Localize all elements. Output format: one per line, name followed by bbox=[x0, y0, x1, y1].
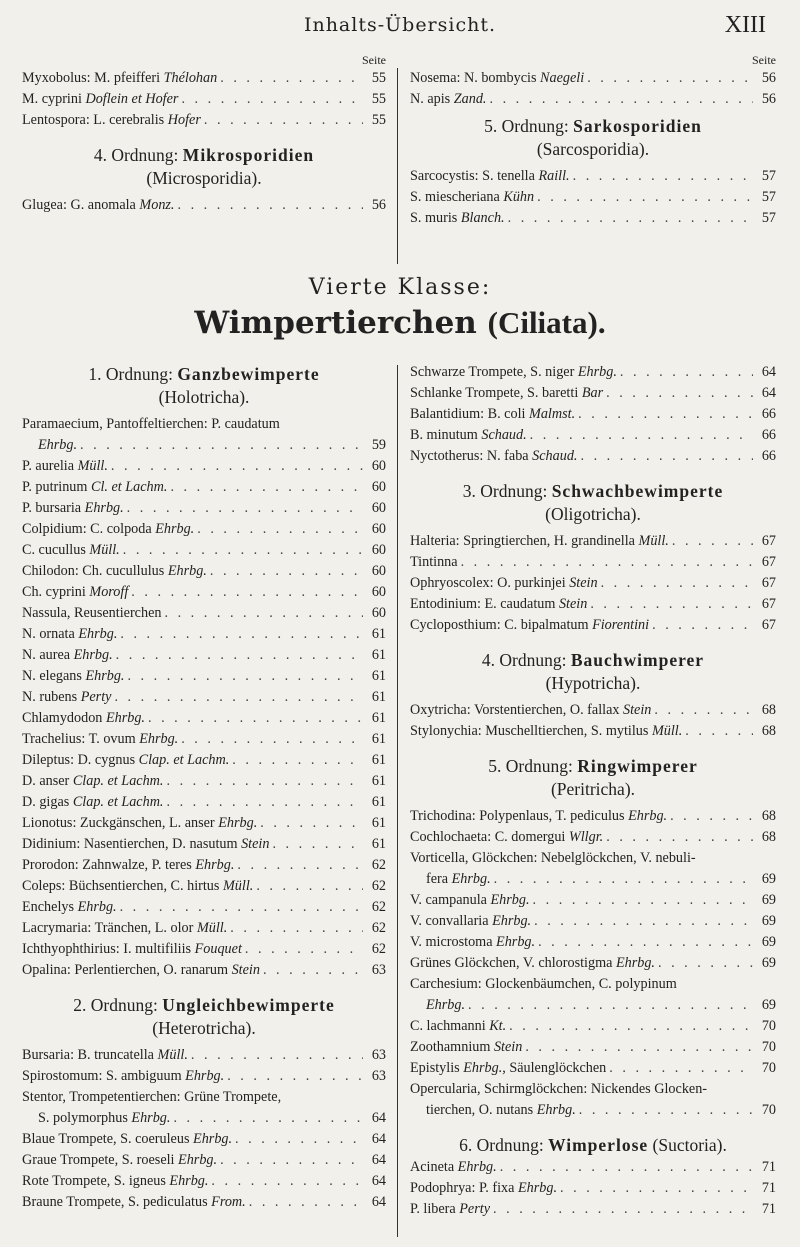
list-item: Carchesium: Glockenbäumchen, C. polypinum Ehrbg. . . . 69 bbox=[410, 974, 776, 1016]
page-ref: 60 bbox=[371, 584, 386, 600]
page-ref: 68 bbox=[761, 702, 776, 718]
list-item bbox=[22, 1045, 386, 1066]
order-heading: 5. Ordnung: Ringwimperer bbox=[488, 756, 698, 776]
list-item bbox=[22, 855, 386, 876]
entry-name: Enchelys Ehrbg. bbox=[22, 899, 117, 915]
order-latin: (Heterotricha). bbox=[152, 1018, 256, 1038]
page-ref: 61 bbox=[371, 647, 386, 663]
entry-name: N. apis Zand. bbox=[410, 91, 487, 107]
entry-name: Spirostomum: S. ambiguum Ehrbg. bbox=[22, 1068, 225, 1084]
list-item bbox=[22, 498, 386, 519]
page-ref: 64 bbox=[371, 1131, 386, 1147]
list-item bbox=[410, 1157, 776, 1178]
entry-name: P. libera Perty bbox=[410, 1201, 490, 1217]
leader-dots bbox=[181, 89, 363, 110]
list-item bbox=[22, 519, 386, 540]
page-ref: 70 bbox=[761, 1039, 776, 1055]
entry-name: Prorodon: Zahnwalze, P. teres Ehrbg. bbox=[22, 857, 235, 873]
leader-dots bbox=[114, 687, 363, 708]
page-ref: 62 bbox=[371, 941, 386, 957]
leader-dots bbox=[560, 1178, 753, 1199]
entry-name: Entodinium: E. caudatum Stein bbox=[410, 596, 588, 612]
page-ref: 71 bbox=[761, 1159, 776, 1175]
entry-name: Braune Trompete, S. pediculatus From. bbox=[22, 1194, 246, 1210]
page-number: XIII bbox=[724, 12, 766, 38]
leader-dots bbox=[538, 932, 753, 953]
leader-dots bbox=[509, 1016, 753, 1037]
entry-name: Graue Trompete, S. roeseli Ehrbg. bbox=[22, 1152, 218, 1168]
list-item bbox=[410, 721, 776, 742]
entry-name: Lionotus: Zuckgänschen, L. anser Ehrbg. bbox=[22, 815, 258, 831]
leader-dots bbox=[508, 208, 753, 229]
list-item bbox=[410, 425, 776, 446]
page-ref: 63 bbox=[371, 1068, 386, 1084]
list-item bbox=[22, 687, 386, 708]
leader-dots bbox=[685, 721, 753, 742]
entry-name: N. aurea Ehrbg. bbox=[22, 647, 113, 663]
entry-name: Nassula, Reusentierchen bbox=[22, 605, 162, 621]
leader-dots bbox=[620, 362, 753, 383]
order-heading: 4. Ordnung: Mikrosporidien bbox=[93, 145, 315, 165]
page-ref: 61 bbox=[371, 752, 386, 768]
leader-dots bbox=[164, 603, 363, 624]
left-column bbox=[22, 362, 386, 1213]
page-ref: 67 bbox=[761, 554, 776, 570]
order-heading: 4. Ordnung: Bauchwimperer bbox=[481, 650, 705, 670]
page-ref: 66 bbox=[761, 406, 776, 422]
entry-name: Blaue Trompete, S. coeruleus Ehrbg. bbox=[22, 1131, 233, 1147]
page-ref: 60 bbox=[371, 458, 386, 474]
list-item bbox=[410, 446, 776, 467]
list-item bbox=[410, 932, 776, 953]
page-ref: 71 bbox=[761, 1180, 776, 1196]
list-item bbox=[410, 404, 776, 425]
entry-name: N. elegans Ehrbg. bbox=[22, 668, 125, 684]
entry-name: D. gigas Clap. et Lachm. bbox=[22, 794, 164, 810]
page-ref: 69 bbox=[761, 955, 776, 971]
right-column bbox=[410, 362, 776, 1220]
page-ref: 57 bbox=[761, 168, 776, 184]
entry-name: S. miescheriana Kühn bbox=[410, 189, 535, 205]
leader-dots bbox=[590, 594, 753, 615]
leader-dots bbox=[493, 1199, 753, 1220]
entry-name: S. muris Blanch. bbox=[410, 210, 505, 226]
entry-name: Lacrymaria: Tränchen, L. olor Müll. bbox=[22, 920, 228, 936]
page-ref: 55 bbox=[371, 91, 386, 107]
page-ref: 67 bbox=[761, 596, 776, 612]
list-item bbox=[22, 939, 386, 960]
leader-dots bbox=[235, 1129, 363, 1150]
list-item bbox=[410, 531, 776, 552]
page-ref: 61 bbox=[371, 773, 386, 789]
order-heading: 1. Ordnung: Ganzbewimperte bbox=[88, 364, 320, 384]
list-item bbox=[410, 806, 776, 827]
entry-name: C. cucullus Müll. bbox=[22, 542, 120, 558]
list-item bbox=[22, 918, 386, 939]
list-item bbox=[22, 1150, 386, 1171]
page-ref: 71 bbox=[761, 1201, 776, 1217]
list-item bbox=[22, 960, 386, 981]
list-item: Paramaecium, Pantoffeltierchen: P. caudatum Ehrbg. . . . 59 bbox=[22, 414, 386, 456]
leader-dots bbox=[587, 68, 753, 89]
leader-dots bbox=[166, 792, 363, 813]
page-ref: 61 bbox=[371, 668, 386, 684]
seite-label: Seite bbox=[752, 53, 776, 67]
leader-dots bbox=[230, 918, 363, 939]
list-item bbox=[22, 792, 386, 813]
page-ref: 68 bbox=[761, 829, 776, 845]
entry-name: Trachelius: T. ovum Ehrbg. bbox=[22, 731, 179, 747]
entry-name: N. ornata Ehrbg. bbox=[22, 626, 118, 642]
entry-name: Balantidium: B. coli Malmst. bbox=[410, 406, 576, 422]
leader-dots bbox=[533, 890, 753, 911]
page-ref: 67 bbox=[761, 575, 776, 591]
entry-name: D. anser Clap. et Lachm. bbox=[22, 773, 164, 789]
leader-dots bbox=[461, 552, 753, 573]
list-item bbox=[22, 582, 386, 603]
entry-name: Lentospora: L. cerebralis Hofer bbox=[22, 112, 201, 128]
entry-name: Halteria: Springtierchen, H. grandinella Müll. bbox=[410, 533, 669, 549]
list-item bbox=[22, 729, 386, 750]
page-header bbox=[0, 8, 800, 48]
order-heading: 5. Ordnung: Sarkosporidien bbox=[484, 116, 702, 136]
order-heading: 6. Ordnung: Wimperlose (Suctoria). bbox=[459, 1135, 727, 1155]
entry-name: Podophrya: P. fixa Ehrbg. bbox=[410, 1180, 557, 1196]
leader-dots bbox=[525, 1037, 753, 1058]
list-item bbox=[410, 68, 776, 89]
entry-name: Schwarze Trompete, S. niger Ehrbg. bbox=[410, 364, 617, 380]
leader-dots bbox=[606, 827, 753, 848]
list-item bbox=[22, 834, 386, 855]
entry-name: Oxytricha: Vorstentierchen, O. fallax Stein bbox=[410, 702, 652, 718]
list-item bbox=[22, 771, 386, 792]
entry-name: Colpidium: C. colpoda Ehrbg. bbox=[22, 521, 195, 537]
list-item bbox=[22, 645, 386, 666]
list-item bbox=[410, 1058, 776, 1079]
entry-name: Grünes Glöckchen, V. chlorostigma Ehrbg. bbox=[410, 955, 655, 971]
page-ref: 60 bbox=[371, 500, 386, 516]
page-ref: 60 bbox=[371, 521, 386, 537]
page-ref: 62 bbox=[371, 920, 386, 936]
order-latin: (Holotricha). bbox=[158, 387, 250, 407]
leader-dots bbox=[204, 110, 363, 131]
list-item bbox=[410, 187, 776, 208]
list-item bbox=[410, 1178, 776, 1199]
entry-name: Sarcocystis: S. tenella Raill. bbox=[410, 168, 570, 184]
list-item bbox=[410, 166, 776, 187]
leader-dots bbox=[578, 404, 753, 425]
list-item bbox=[22, 195, 386, 216]
order-heading: 3. Ordnung: Schwachbewimperte bbox=[462, 481, 724, 501]
entry-name: Ichthyophthirius: I. multifiliis Fouquet bbox=[22, 941, 242, 957]
leader-dots bbox=[191, 1045, 363, 1066]
entry-name: P. putrinum Cl. et Lachm. bbox=[22, 479, 168, 495]
leader-dots bbox=[260, 813, 363, 834]
entry-name: Schlanke Trompete, S. baretti Bar bbox=[410, 385, 604, 401]
leader-dots bbox=[606, 383, 753, 404]
order-latin: (Microsporidia). bbox=[146, 168, 262, 188]
page-ref: 60 bbox=[371, 605, 386, 621]
entry-name: Coleps: Büchsentierchen, C. hirtus Müll. bbox=[22, 878, 254, 894]
entry-name: Opalina: Perlentierchen, O. ranarum Stein bbox=[22, 962, 260, 978]
entry-name: Cycloposthium: C. bipalmatum Fiorentini bbox=[410, 617, 650, 633]
entry-name: Tintinna bbox=[410, 554, 458, 570]
leader-dots bbox=[120, 624, 363, 645]
list-item bbox=[22, 1066, 386, 1087]
entry-name: Stylonychia: Muschelltierchen, S. mytilus Müll. bbox=[410, 723, 683, 739]
leader-dots bbox=[263, 960, 363, 981]
leader-dots bbox=[245, 939, 363, 960]
page-ref: 57 bbox=[761, 210, 776, 226]
page-ref: 68 bbox=[761, 723, 776, 739]
column-divider bbox=[397, 68, 398, 264]
list-item bbox=[22, 876, 386, 897]
entry-name: Myxobolus: M. pfeifferi Thélohan bbox=[22, 70, 218, 86]
entry-name: Trichodina: Polypenlaus, T. pediculus Ehrbg. bbox=[410, 808, 668, 824]
leader-dots bbox=[197, 519, 363, 540]
page-ref: 64 bbox=[371, 1152, 386, 1168]
page-ref: 61 bbox=[371, 836, 386, 852]
entry-name: Chilodon: Ch. cucullulus Ehrbg. bbox=[22, 563, 207, 579]
entry-name: P. bursaria Ehrbg. bbox=[22, 500, 124, 516]
page-ref: 64 bbox=[371, 1173, 386, 1189]
leader-dots bbox=[177, 195, 363, 216]
list-item bbox=[410, 890, 776, 911]
page-ref: 63 bbox=[371, 1047, 386, 1063]
page-ref: 60 bbox=[371, 563, 386, 579]
leader-dots bbox=[249, 1192, 363, 1213]
page-ref: 67 bbox=[761, 533, 776, 549]
leader-dots bbox=[227, 1066, 363, 1087]
list-item: Vorticella, Glöckchen: Nebelglöckchen, V. nebuli- fera Ehrbg. . . . 69 bbox=[410, 848, 776, 890]
page-ref: 61 bbox=[371, 626, 386, 642]
list-item bbox=[22, 708, 386, 729]
leader-dots bbox=[170, 477, 363, 498]
list-item bbox=[22, 624, 386, 645]
page-ref: 62 bbox=[371, 857, 386, 873]
entry-name: Didinium: Nasentierchen, D. nasutum Stein bbox=[22, 836, 270, 852]
leader-dots bbox=[609, 1058, 753, 1079]
entry-name: V. convallaria Ehrbg. bbox=[410, 913, 532, 929]
entry-name: B. minutum Schaud. bbox=[410, 427, 527, 443]
list-item bbox=[410, 362, 776, 383]
list-item bbox=[410, 594, 776, 615]
list-item: Opercularia, Schirmglöckchen: Nickendes Glocken- tierchen, O. nutans Ehrbg. . . . 70 bbox=[410, 1079, 776, 1121]
list-item bbox=[22, 1171, 386, 1192]
leader-dots bbox=[127, 498, 363, 519]
page-ref: 69 bbox=[761, 892, 776, 908]
page-ref: 64 bbox=[761, 385, 776, 401]
list-item: Stentor, Trompetentierchen: Grüne Trompete, S. polymorphus Ehrbg. . . . 64 bbox=[22, 1087, 386, 1129]
page-ref: 70 bbox=[761, 1060, 776, 1076]
page-ref: 66 bbox=[761, 427, 776, 443]
list-item bbox=[22, 68, 386, 89]
page-ref: 70 bbox=[761, 1018, 776, 1034]
page-ref: 56 bbox=[371, 197, 386, 213]
leader-dots bbox=[534, 911, 753, 932]
list-item bbox=[22, 110, 386, 131]
order-heading: 2. Ordnung: Ungleichbewimperte bbox=[73, 995, 335, 1015]
entry-name: Ophryoscolex: O. purkinjei Stein bbox=[410, 575, 598, 591]
leader-dots bbox=[670, 806, 753, 827]
top-left-column bbox=[22, 52, 386, 216]
order-latin: (Peritricha). bbox=[550, 779, 636, 799]
leader-dots bbox=[166, 771, 363, 792]
leader-dots bbox=[111, 456, 363, 477]
leader-dots bbox=[120, 897, 363, 918]
list-item bbox=[410, 89, 776, 110]
leader-dots bbox=[210, 561, 363, 582]
entry-name: C. lachmanni Kt. bbox=[410, 1018, 507, 1034]
list-item bbox=[410, 1199, 776, 1220]
list-item bbox=[410, 1037, 776, 1058]
entry-name: Rote Trompete, S. igneus Ehrbg. bbox=[22, 1173, 209, 1189]
order-latin: (Hypotricha). bbox=[545, 673, 641, 693]
entry-name: V. campanula Ehrbg. bbox=[410, 892, 530, 908]
page-ref: 64 bbox=[761, 364, 776, 380]
entry-name: Nosema: N. bombycis Naegeli bbox=[410, 70, 585, 86]
leader-dots bbox=[601, 573, 753, 594]
page-ref: 60 bbox=[371, 542, 386, 558]
leader-dots bbox=[123, 540, 363, 561]
page-ref: 61 bbox=[371, 731, 386, 747]
page-ref: 62 bbox=[371, 878, 386, 894]
page-ref: 62 bbox=[371, 899, 386, 915]
leader-dots bbox=[148, 708, 363, 729]
leader-dots bbox=[181, 729, 363, 750]
page-ref: 56 bbox=[761, 70, 776, 86]
leader-dots bbox=[530, 425, 753, 446]
list-item bbox=[22, 666, 386, 687]
order-latin: (Sarcosporidia). bbox=[536, 139, 650, 159]
list-item bbox=[410, 953, 776, 974]
list-item bbox=[410, 573, 776, 594]
page-ref: 61 bbox=[371, 710, 386, 726]
page-ref: 63 bbox=[371, 962, 386, 978]
entry-name: P. aurelia Müll. bbox=[22, 458, 108, 474]
running-title: Inhalts-Übersicht. bbox=[303, 14, 497, 36]
list-item bbox=[22, 813, 386, 834]
page-ref: 60 bbox=[371, 479, 386, 495]
list-item bbox=[22, 1129, 386, 1150]
top-right-column bbox=[410, 52, 776, 229]
entry-name: Zoothamnium Stein bbox=[410, 1039, 523, 1055]
column-divider bbox=[397, 365, 398, 1237]
page-ref: 64 bbox=[371, 1194, 386, 1210]
page-ref: 69 bbox=[761, 913, 776, 929]
page-ref: 57 bbox=[761, 189, 776, 205]
page-ref: 66 bbox=[761, 448, 776, 464]
page-ref: 55 bbox=[371, 70, 386, 86]
leader-dots bbox=[127, 666, 363, 687]
leader-dots bbox=[220, 68, 363, 89]
leader-dots bbox=[256, 876, 363, 897]
page-ref: 67 bbox=[761, 617, 776, 633]
leader-dots bbox=[580, 446, 753, 467]
page-ref: 61 bbox=[371, 689, 386, 705]
leader-dots bbox=[237, 855, 363, 876]
seite-label: Seite bbox=[362, 53, 386, 67]
entry-name: N. rubens Perty bbox=[22, 689, 112, 705]
leader-dots bbox=[500, 1157, 753, 1178]
list-item bbox=[410, 552, 776, 573]
list-item bbox=[22, 89, 386, 110]
list-item bbox=[22, 1192, 386, 1213]
entry-name: Epistylis Ehrbg., Säulenglöckchen bbox=[410, 1060, 607, 1076]
list-item bbox=[22, 477, 386, 498]
page-ref: 55 bbox=[371, 112, 386, 128]
entry-name: Cochlochaeta: C. domergui Wllgr. bbox=[410, 829, 604, 845]
list-item bbox=[22, 897, 386, 918]
entry-name: Nyctotherus: N. faba Schaud. bbox=[410, 448, 578, 464]
order-latin: (Oligotricha). bbox=[545, 504, 641, 524]
entry-name: Dileptus: D. cygnus Clap. et Lachm. bbox=[22, 752, 230, 768]
list-item bbox=[22, 561, 386, 582]
list-item bbox=[410, 700, 776, 721]
entry-name: Acineta Ehrbg. bbox=[410, 1159, 497, 1175]
list-item bbox=[410, 615, 776, 636]
page-ref: 61 bbox=[371, 794, 386, 810]
leader-dots bbox=[131, 582, 363, 603]
class-label: Vierte Klasse: bbox=[308, 275, 492, 300]
list-item bbox=[22, 750, 386, 771]
list-item bbox=[410, 383, 776, 404]
entry-name: V. microstoma Ehrbg. bbox=[410, 934, 536, 950]
list-item bbox=[22, 540, 386, 561]
page-ref: 69 bbox=[761, 934, 776, 950]
entry-name: Ch. cyprini Moroff bbox=[22, 584, 129, 600]
leader-dots bbox=[537, 187, 753, 208]
list-item bbox=[410, 911, 776, 932]
leader-dots bbox=[220, 1150, 363, 1171]
leader-dots bbox=[272, 834, 363, 855]
leader-dots bbox=[652, 615, 753, 636]
page-ref: 56 bbox=[761, 91, 776, 107]
entry-name: M. cyprini Doflein et Hofer bbox=[22, 91, 179, 107]
entry-name: Glugea: G. anomala Monz. bbox=[22, 197, 175, 213]
list-item bbox=[410, 208, 776, 229]
leader-dots bbox=[672, 531, 753, 552]
leader-dots bbox=[658, 953, 753, 974]
leader-dots bbox=[489, 89, 753, 110]
entry-name: Chlamydodon Ehrbg. bbox=[22, 710, 145, 726]
page-ref: 61 bbox=[371, 815, 386, 831]
leader-dots bbox=[232, 750, 363, 771]
leader-dots bbox=[211, 1171, 363, 1192]
entry-name: Bursaria: B. truncatella Müll. bbox=[22, 1047, 188, 1063]
leader-dots bbox=[116, 645, 363, 666]
page-ref: 68 bbox=[761, 808, 776, 824]
leader-dots bbox=[573, 166, 753, 187]
list-item bbox=[410, 827, 776, 848]
list-item bbox=[22, 456, 386, 477]
class-title: Wimpertierchen (Ciliata). bbox=[194, 305, 606, 341]
leader-dots bbox=[654, 700, 753, 721]
list-item bbox=[22, 603, 386, 624]
list-item bbox=[410, 1016, 776, 1037]
